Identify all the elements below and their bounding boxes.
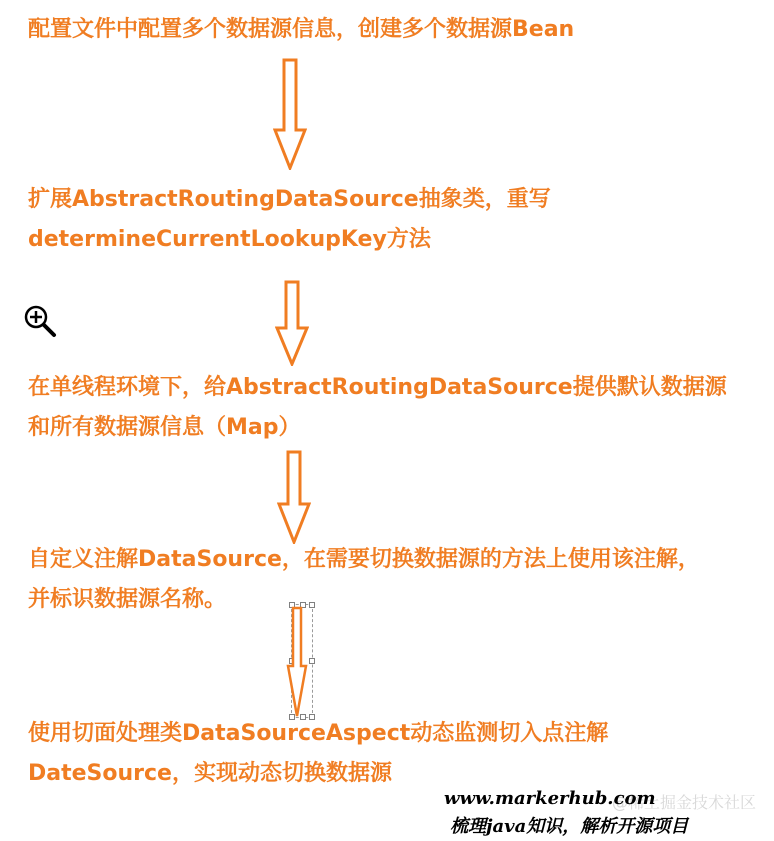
step-4-line-1: 自定义注解DataSource，在需要切换数据源的方法上使用该注解， xyxy=(28,547,700,572)
step-2-text xyxy=(28,180,768,260)
down-arrow-icon xyxy=(273,58,307,170)
step-2-line-2: determineCurrentLookupKey方法 xyxy=(28,227,431,252)
step-5-text xyxy=(28,714,768,794)
step-1-line-1: 配置文件中配置多个数据源信息，创建多个数据源Bean xyxy=(28,17,575,42)
watermark: @稀土掘金技术社区 xyxy=(611,793,756,812)
site-url: www.markerhub.com xyxy=(444,788,656,809)
resize-handle[interactable] xyxy=(309,658,315,664)
down-arrow-icon xyxy=(286,606,308,718)
down-arrow-icon xyxy=(275,280,309,366)
step-2-line-1: 扩展AbstractRoutingDataSource抽象类，重写 xyxy=(28,187,551,212)
step-3-line-1: 在单线程环境下，给AbstractRoutingDataSource提供默认数据源 xyxy=(28,375,727,400)
step-3-text xyxy=(28,368,768,448)
step-4-line-2: 并标识数据源名称。 xyxy=(28,587,227,612)
resize-handle[interactable] xyxy=(309,602,315,608)
zoom-in-icon[interactable] xyxy=(23,304,57,338)
step-3-line-2: 和所有数据源信息（Map） xyxy=(28,415,301,440)
tagline: 梳理java知识，解析开源项目 xyxy=(450,816,689,837)
step-5-line-2: DateSource，实现动态切换数据源 xyxy=(28,761,392,786)
step-5-line-1: 使用切面处理类DataSourceAspect动态监测切入点注解 xyxy=(28,721,609,746)
step-1-text xyxy=(28,10,768,50)
step-4-text xyxy=(28,540,768,620)
down-arrow-icon xyxy=(277,450,311,544)
